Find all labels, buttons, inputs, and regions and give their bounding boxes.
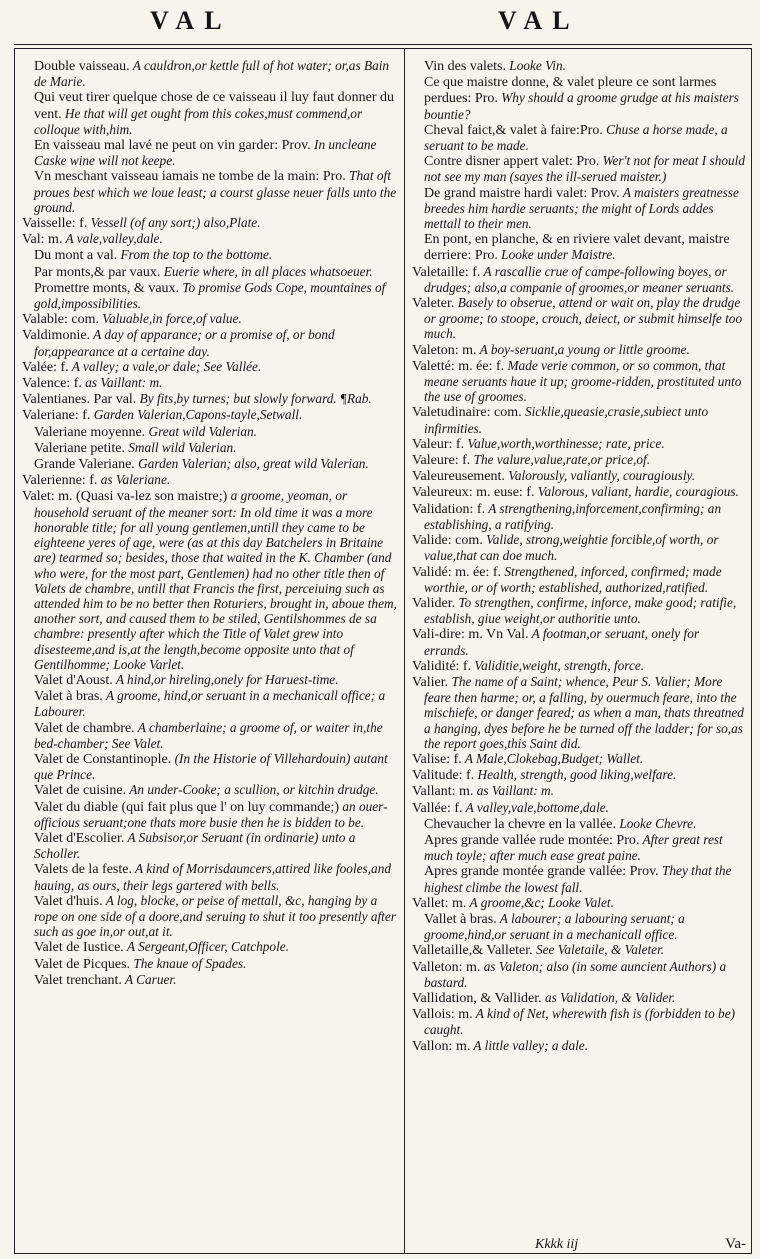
dictionary-entry — [412, 800, 746, 816]
entry-definition: A hind,or hireling,onely for Haruest-time. — [112, 671, 339, 687]
dictionary-entry — [412, 783, 746, 799]
entry-headword: Valet de Constantinople. — [34, 751, 172, 767]
entry-headword: Valerienne: f. — [22, 473, 98, 489]
entry-definition: A kind of Morrisdauncers,attired like fooles,and hauing, as ours, their legs gartered with bells. — [34, 861, 391, 893]
dictionary-entry — [412, 863, 746, 894]
dictionary-entry — [22, 830, 400, 861]
entry-definition: as Vaillant: m. — [473, 783, 554, 799]
entry-headword: Cheval faict,& valet à faire:Pro. — [424, 122, 603, 138]
dictionary-entry — [22, 488, 400, 671]
entry-headword: Valet du diable (qui fait plus que l' on luy commande;) — [34, 799, 340, 815]
dictionary-entry — [412, 484, 746, 500]
entry-definition: Looke Vin. — [505, 58, 566, 73]
entry-definition: A groome,&c; Looke Valet. — [466, 894, 614, 910]
entry-definition: A Subsisor,or Seruant (in ordinarie) unto a Scholler. — [34, 829, 356, 862]
dictionary-entry — [22, 375, 400, 391]
dictionary-entry — [412, 436, 746, 452]
dictionary-entry — [22, 359, 400, 375]
entry-headword: Vallant: m. — [412, 784, 474, 800]
entry-headword: Valetudinaire: com. — [412, 405, 522, 421]
entry-headword: Valet d'Aoust. — [34, 672, 113, 688]
entry-definition: The name of a Saint; whence, Peur S. Valier; More feare then harme; or, a falling, by ouermuch feare, into the mischiefe, or danger feared; as when a man, thats threatned a hanging, dyes before he be turned off the ladder; for so,as the report goes,this Saint did. — [424, 673, 744, 751]
entry-headword: Valier. — [412, 674, 449, 690]
entry-headword: Validité: f. — [412, 658, 472, 674]
entry-headword: Valetaille: f. — [412, 264, 481, 280]
entry-definition: Valuable,in force,of value. — [98, 311, 242, 327]
entry-definition: In uncleane Caske wine will not keepe. — [34, 137, 377, 169]
dictionary-entry — [22, 280, 400, 311]
entry-headword: Vallet à bras. — [424, 911, 497, 927]
entry-headword: Valable: com. — [22, 312, 99, 328]
entry-definition: Small wild Valerian. — [124, 439, 237, 455]
entry-definition: A rascallie crue of campe-following boyes, or drudges; also,a companie of groomes,or meaner seruants. — [424, 263, 735, 295]
entry-headword: Valet de Iustice. — [34, 940, 124, 956]
entry-definition: Strengthened, inforced, confirmed; made worthie, or of worth; established, authorized,ratified. — [424, 563, 722, 595]
right-column — [412, 58, 746, 1251]
signature-mark: Kkkk iij — [535, 1237, 579, 1252]
entry-definition: an ouer-officious seruant;one thats more busie then he is bidden to be. — [34, 798, 388, 830]
entry-headword: Valée: f. — [22, 359, 69, 375]
entry-headword: Valet de Picques. — [34, 956, 131, 972]
entry-headword: Du mont a val. — [34, 248, 118, 264]
dictionary-entry — [22, 231, 400, 247]
dictionary-entry — [412, 501, 746, 532]
entry-definition: A strengthening,inforcement,confirming; an establishing, a ratifying. — [424, 500, 722, 532]
entry-headword: Vallois: m. — [412, 1007, 473, 1023]
dictionary-entry — [412, 185, 746, 232]
dictionary-entry — [412, 767, 746, 783]
dictionary-entry — [22, 861, 400, 892]
entry-headword: Valeriane: f. — [22, 408, 91, 424]
dictionary-entry — [22, 215, 400, 231]
dictionary-entry — [22, 407, 400, 423]
entry-headword: Promettre monts, & vaux. — [34, 280, 180, 296]
entry-definition: After great rest much toyle; after much ease great paine. — [424, 831, 723, 864]
entry-definition: A valley,vale,bottome,dale. — [462, 799, 610, 815]
entry-definition: By fits,by turnes; but slowly forward. ¶Rab. — [136, 391, 372, 407]
entry-definition: The knaue of Spades. — [130, 955, 247, 971]
entry-headword: Valet de cuisine. — [34, 783, 127, 799]
entry-headword: Double vaisseau. — [34, 59, 130, 74]
entry-definition: They that the highest climbe the lowest fall. — [424, 863, 732, 895]
entry-headword: Valeure: f. — [412, 453, 471, 469]
dictionary-entry — [22, 440, 400, 456]
dictionary-entry — [22, 939, 400, 955]
dictionary-entry — [412, 595, 746, 626]
entry-definition: Validitie,weight, strength, force. — [471, 657, 645, 673]
dictionary-entry — [412, 832, 746, 863]
entry-headword: Valeureusement. — [412, 469, 505, 485]
entry-headword: Valise: f. — [412, 751, 462, 767]
dictionary-entry — [22, 327, 400, 358]
dictionary-entry — [412, 990, 746, 1006]
entry-definition: The valure,value,rate,or price,of. — [470, 452, 651, 468]
entry-headword: Valet trenchant. — [34, 972, 122, 988]
dictionary-entry — [412, 74, 746, 122]
entry-headword: Par monts,& par vaux. — [34, 264, 161, 280]
entry-definition: a groome, yeoman, or household seruant of the meaner sort: In old time it was a more honorable title; for all young gentlemen,untill they came to be eighteene yeres of age, were (as at this day Batchelers in Britaine are) tearmed so; besides, those that waited in the K. Chamber (and who were, for the most part, Gentlemen) had no other title then of Valets de chambre, untill that Francis the first, perceiuing such as attended him to be no better then Roturiers, brought in, aboue them, another sort, and caused them to be stiled, Gentilshommes de sa chambre: presently after which the Title of Valet grew into disesteeme,and is,at the length,become opposite unto that of Gentilhomme; Looke Varlet. — [34, 488, 397, 672]
entry-headword: Valeriane moyenne. — [34, 424, 146, 440]
entry-definition: Why should a groome grudge at his maisters bountie? — [424, 90, 739, 122]
column-divider — [404, 48, 405, 1254]
header-rule — [14, 44, 752, 45]
entry-definition: Valorously, valiantly, couragiously. — [504, 468, 696, 484]
entry-definition: A groome, hind,or seruant in a mechanicall office; a Labourer. — [34, 688, 386, 720]
dictionary-entry — [412, 58, 746, 74]
dictionary-entry — [412, 911, 746, 942]
dictionary-entry — [412, 342, 746, 358]
entry-headword: Valeton: m. — [412, 342, 477, 358]
entry-headword: Valide: com. — [412, 533, 483, 549]
entry-definition: A log, blocke, or peise of mettall, &c, hanging by a rope on one side of a doore,and seruing to shut it too presently after such as goe in,or out,at it. — [34, 892, 396, 940]
entry-headword: Vallée: f. — [412, 800, 463, 816]
entry-headword: Ce que maistre donne, & valet pleure ce sont larmes perdues: Pro. — [424, 75, 717, 107]
entry-headword: Valets de la feste. — [34, 862, 132, 878]
entry-headword: Vaisselle: f. — [22, 216, 88, 232]
entry-headword: Valeur: f. — [412, 436, 465, 452]
entry-definition: That oft proues best which we loue least; a courst glasse neuer falls unto the ground. — [34, 168, 397, 215]
entry-headword: Vallon: m. — [412, 1038, 471, 1054]
entry-headword: Chevaucher la chevre en la vallée. — [424, 816, 617, 832]
entry-definition: A Caruer. — [121, 971, 177, 987]
entry-headword: Grande Valeriane. — [34, 457, 135, 473]
dictionary-entry — [412, 942, 746, 958]
entry-definition: Valide, strong,weightie forcible,of worth, or value,that can doe much. — [424, 532, 719, 564]
dictionary-entry — [412, 264, 746, 295]
entry-definition: Euerie where, in all places whatsoeuer. — [160, 263, 373, 279]
entry-definition: Great wild Valerian. — [145, 423, 257, 439]
dictionary-entry — [22, 391, 400, 407]
entry-headword: Val: m. — [22, 232, 63, 248]
entry-definition: A valley; a vale,or dale; See Vallée. — [68, 358, 262, 374]
entry-definition: Wer't not for meat I should not see my man (sayes the ill-serued maister.) — [424, 153, 746, 185]
running-head-right: VAL — [498, 6, 580, 35]
dictionary-entry — [412, 751, 746, 767]
entry-definition: A boy-seruant,a young or little groome. — [476, 341, 690, 357]
entry-headword: Valet de chambre. — [34, 720, 135, 736]
entry-headword: Vali-dire: m. Vn Val. — [412, 627, 529, 643]
dictionary-entry — [22, 972, 400, 988]
dictionary-entry — [412, 153, 746, 184]
entry-headword: Valeter. — [412, 296, 455, 312]
entry-definition: A Sergeant,Officer, Catchpole. — [123, 939, 290, 955]
running-head-left: VAL — [150, 6, 232, 35]
entry-headword: En vaisseau mal lavé ne peut on vin garder: Prov. — [34, 138, 311, 154]
entry-definition: A maisters greatnesse breedes him hardie seruants; the might of Lords addes mettall to their men. — [424, 184, 739, 232]
entry-definition: A little valley; a dale. — [470, 1037, 589, 1053]
entry-definition: To promise Gods Cope, mountaines of gold,impossibilities. — [34, 279, 386, 312]
dictionary-entry — [22, 893, 400, 940]
dictionary-entry — [412, 895, 746, 911]
entry-definition: A cauldron,or kettle full of hot water; or,as Bain de Marie. — [34, 58, 390, 90]
entry-definition: From the top to the bottome. — [117, 247, 273, 263]
entry-headword: Apres grande montée grande vallée: Prov. — [424, 864, 659, 880]
entry-definition: as Valeriane. — [97, 472, 171, 488]
entry-headword: Valet d'huis. — [34, 893, 103, 909]
dictionary-entry — [412, 959, 746, 990]
entry-definition: A labourer; a labouring seruant; a groome,hind,or seruant in a mechanicall office. — [424, 910, 685, 943]
dictionary-entry — [22, 456, 400, 472]
entry-headword: Valet d'Escolier. — [34, 830, 125, 846]
dictionary-entry — [22, 956, 400, 972]
dictionary-entry — [412, 404, 746, 435]
entry-definition: A footman,or seruant, onely for errands. — [424, 626, 700, 658]
left-column — [22, 58, 400, 1251]
entry-headword: Valleton: m. — [412, 959, 481, 975]
entry-headword: Valitude: f. — [412, 768, 475, 784]
dictionary-entry — [412, 358, 746, 405]
entry-definition: Value,worth,worthinesse; rate, price. — [464, 435, 665, 451]
entry-definition: Looke Chevre. — [616, 815, 697, 831]
dictionary-entry — [22, 688, 400, 719]
entry-headword: Vallet: m. — [412, 895, 467, 911]
dictionary-entry — [22, 311, 400, 327]
entry-definition: A chamberlaine; a groome of, or waiter in,the bed-chamber; See Valet. — [34, 719, 383, 751]
entry-headword: Validé: m. ée: f. — [412, 564, 502, 580]
entry-definition: Looke under Maistre. — [497, 247, 616, 263]
entry-definition: Chuse a horse made, a seruant to be made. — [424, 121, 728, 154]
dictionary-entry — [412, 1038, 746, 1054]
entry-headword: Vn meschant vaisseau iamais ne tombe de la main: Pro. — [34, 169, 346, 185]
entry-headword: De grand maistre hardi valet: Prov. — [424, 185, 620, 201]
entry-headword: Valeureux: m. euse: f. — [412, 485, 535, 501]
entry-headword: Vallidation, & Vallider. — [412, 990, 542, 1006]
entry-headword: Valetté: m. ée: f. — [412, 358, 505, 374]
entry-definition: Valorous, valiant, hardie, couragious. — [534, 484, 739, 500]
entry-headword: Validation: f. — [412, 501, 486, 517]
entry-headword: Apres grande vallée rude montée: Pro. — [424, 832, 640, 848]
dictionary-entry — [412, 816, 746, 832]
entry-definition: Made verie common, or so common, that meane seruants haue it up; groome-ridden, prostituted unto the use of groomes. — [424, 357, 742, 405]
entry-headword: Valletaille,& Valleter. — [412, 943, 533, 959]
dictionary-entry — [412, 295, 746, 342]
entry-definition: Sicklie,queasie,crasie,subiect unto infirmities. — [424, 404, 709, 436]
dictionary-entry — [22, 799, 400, 830]
dictionary-entry — [22, 58, 400, 89]
dictionary-entry — [22, 137, 400, 168]
entry-definition: See Valetaile, & Valeter. — [532, 942, 665, 958]
entry-headword: Valeriane petite. — [34, 440, 125, 456]
entry-definition: A day of apparance; or a promise of, or bond for,appearance at a certaine day. — [34, 327, 335, 359]
dictionary-entry — [412, 626, 746, 657]
dictionary-entry — [22, 472, 400, 488]
entry-headword: Valence: f. — [22, 376, 82, 392]
dictionary-entry — [412, 674, 746, 751]
entry-definition: Garden Valerian,Capons-tayle,Setwall. — [90, 407, 303, 423]
dictionary-entry — [22, 424, 400, 440]
entry-definition: A Male,Clokebag,Budget; Wallet. — [461, 750, 644, 766]
dictionary-entry — [412, 532, 746, 563]
dictionary-entry — [412, 231, 746, 263]
entry-headword: En pont, en planche, & en riviere valet devant, maistre derriere: Pro. — [424, 232, 730, 264]
entry-definition: as Validation, & Valider. — [541, 989, 676, 1005]
entry-headword: Valdimonie. — [22, 328, 91, 344]
entry-definition: To strengthen, confirme, inforce, make good; ratifie, establish, giue weight,or authoritie unto. — [424, 594, 737, 627]
entry-definition: A kind of Net, wherewith fish is (forbidden to be) caught. — [424, 1006, 736, 1038]
entry-definition: as Valeton; also (in some auncient Authors) a bastard. — [424, 958, 727, 990]
entry-definition: Vessell (of any sort;) also,Plate. — [87, 215, 261, 231]
entry-headword: Contre disner appert valet: Pro. — [424, 154, 600, 170]
dictionary-entry — [22, 247, 400, 263]
entry-definition: A vale,valley,dale. — [62, 231, 163, 247]
entry-definition: He that will get ought from this cokes,must commend,or colloque with,him. — [34, 105, 363, 137]
entry-headword: Vin des valets. — [424, 59, 506, 74]
entry-definition: as Vaillant: m. — [81, 375, 163, 391]
dictionary-entry — [412, 122, 746, 153]
dictionary-entry — [22, 720, 400, 751]
entry-headword: Valentianes. Par val. — [22, 392, 137, 408]
entry-definition: (In the Historie of Villehardouin) autant que Prince. — [34, 750, 388, 783]
dictionary-entry — [412, 452, 746, 468]
dictionary-entry — [22, 672, 400, 688]
dictionary-entry — [22, 751, 400, 782]
entry-definition: Garden Valerian; also, great wild Valerian. — [134, 456, 369, 472]
dictionary-entry — [22, 782, 400, 798]
entry-headword: Valet: m. (Quasi va-lez son maistre;) — [22, 489, 228, 505]
dictionary-entry — [412, 1006, 746, 1037]
entry-headword: Qui veut tirer quelque chose de ce vaisseau il luy faut donner du vent. — [34, 90, 394, 122]
dictionary-entry — [22, 89, 400, 137]
entry-definition: Health, strength, good liking,welfare. — [474, 767, 677, 783]
entry-headword: Valet à bras. — [34, 689, 103, 705]
dictionary-entry — [412, 658, 746, 674]
entry-headword: Valider. — [412, 595, 456, 611]
entry-definition: An under-Cooke; a scullion, or kitchin drudge. — [126, 782, 379, 798]
entry-definition: Basely to obserue, attend or wait on, play the drudge or groome; to stoope, crouch, deiect, or submit himselfe too much. — [424, 295, 743, 342]
dictionary-entry — [412, 564, 746, 595]
dictionary-entry — [412, 468, 746, 484]
dictionary-entry — [22, 264, 400, 280]
catchword: Va- — [725, 1236, 746, 1252]
dictionary-entry — [22, 168, 400, 215]
